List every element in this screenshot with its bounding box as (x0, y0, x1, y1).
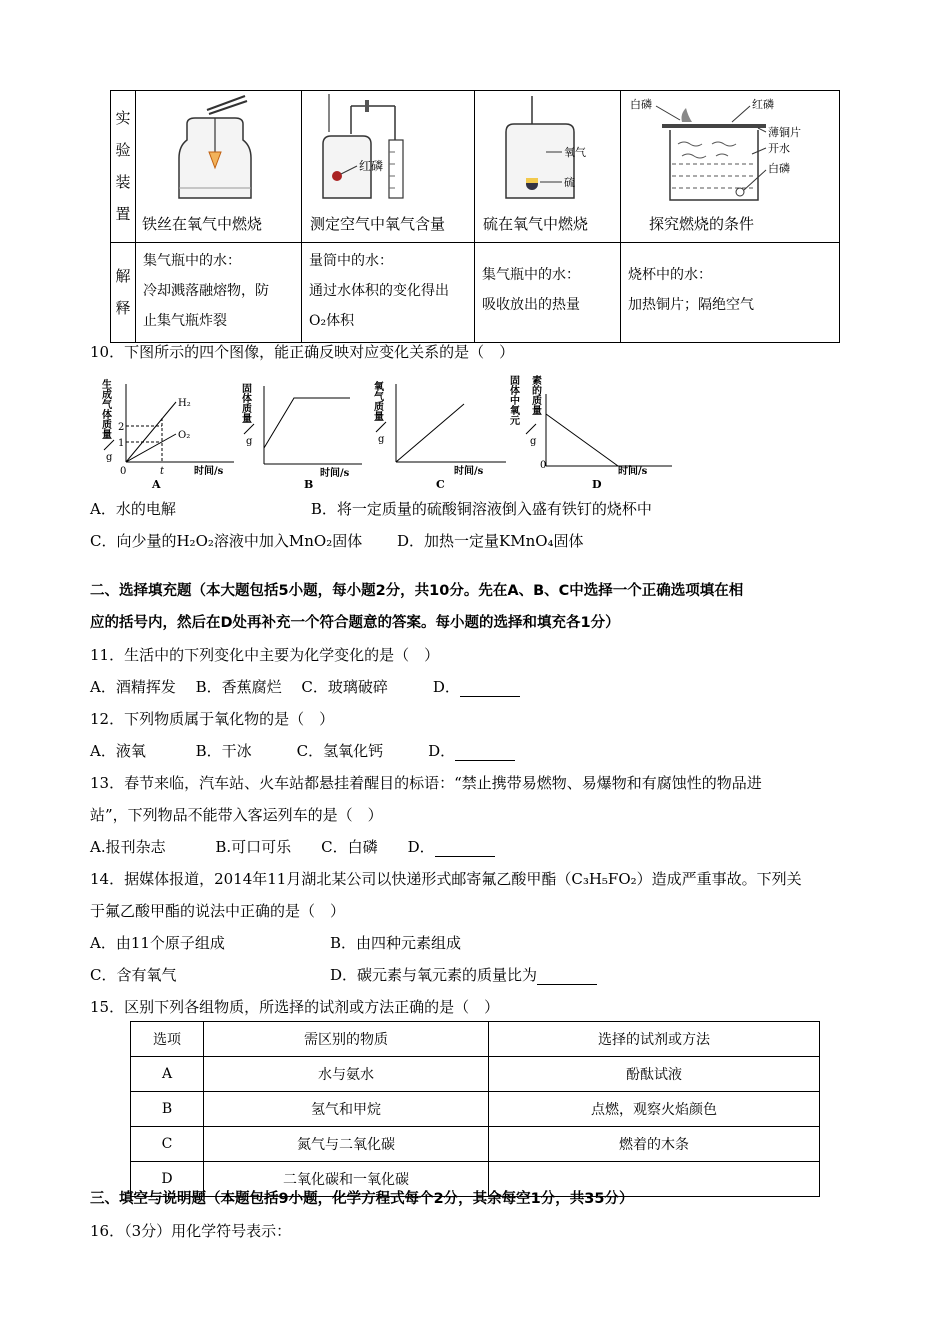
svg-text:气: 气 (374, 392, 384, 403)
svg-text:体: 体 (510, 386, 520, 397)
label-oxygen: 氧气 (564, 146, 586, 159)
svg-text:g: g (378, 434, 385, 445)
label-sulfur: 硫 (564, 176, 575, 189)
svg-text:t: t (160, 466, 165, 477)
svg-text:B: B (304, 478, 314, 490)
svg-text:元: 元 (510, 416, 520, 427)
q12-answer-blank[interactable] (455, 746, 515, 761)
q13-stem-2: 站”，下列物品不能带入客运列车的是（ ） (90, 806, 383, 824)
q11-stem: 11．生活中的下列变化中主要为化学变化的是（ ） (90, 646, 440, 664)
q13-options: A.报刊杂志 B.可口可乐 C．白磷 D． (90, 837, 495, 857)
graph-c (370, 378, 510, 490)
label-copper-sheet: 薄铜片 (768, 126, 801, 139)
caption-sulfur: 硫在氧气中燃烧 (483, 215, 589, 233)
svg-text:g: g (530, 436, 537, 447)
apparatus-combustion (621, 91, 840, 243)
q14-option-b: B．由四种元素组成 (330, 934, 462, 952)
svg-text:g: g (106, 452, 113, 463)
explanation-iron: 集气瓶中的水： 冷却溅落融熔物，防 止集气瓶炸裂 (136, 243, 302, 343)
svg-text:质: 质 (102, 420, 112, 431)
svg-text:D: D (592, 478, 602, 490)
svg-text:氧: 氧 (374, 382, 384, 393)
svg-text:素: 素 (532, 376, 542, 387)
svg-text:固: 固 (510, 376, 520, 387)
section2-heading-1: 二、选择填充题（本大题包括5小题，每小题2分，共10分。先在A、B、C中选择一个正确选项填在相 (90, 583, 744, 599)
svg-text:量: 量 (242, 414, 252, 425)
q16-stem: 16．（3分）用化学符号表示： (90, 1222, 292, 1240)
svg-text:质: 质 (532, 396, 542, 407)
svg-text:0: 0 (120, 466, 127, 477)
svg-text:时间/s: 时间/s (618, 466, 648, 477)
svg-text:量: 量 (374, 412, 384, 423)
svg-text:质: 质 (374, 402, 384, 413)
svg-text:质: 质 (242, 404, 252, 415)
q10-options-ab: A．水的电解 B．将一定质量的硫酸铜溶液倒入盛有铁钉的烧杯中 (90, 500, 652, 518)
q15-stem: 15．区别下列各组物质，所选择的试剂或方法正确的是（ ） (90, 998, 500, 1016)
label-red-phosphorus-top: 红磷 (752, 98, 774, 111)
table-row: D 二氧化碳和一氧化碳 (131, 1162, 820, 1197)
svg-text:体: 体 (102, 410, 112, 421)
apparatus-air (302, 91, 475, 243)
q11-options: A．酒精挥发 B．香蕉腐烂 C．玻璃破碎 D． (90, 677, 520, 697)
q14-answer-blank[interactable] (537, 970, 597, 985)
label-white-phosphorus-top: 白磷 (630, 98, 652, 111)
section3-heading: 三、填空与说明题（本题包括9小题，化学方程式每个2分，其余每空1分，共35分） (90, 1191, 634, 1207)
svg-text:氧: 氧 (510, 406, 520, 417)
svg-text:H₂: H₂ (178, 398, 191, 409)
experiment-table (110, 90, 840, 343)
svg-text:时间/s: 时间/s (454, 466, 484, 477)
q12-stem: 12．下列物质属于氧化物的是（ ） (90, 710, 335, 728)
q15-header-substances: 需区别的物质 (204, 1022, 489, 1057)
svg-text:中: 中 (510, 396, 520, 407)
svg-text:生: 生 (102, 380, 112, 391)
svg-text:成: 成 (102, 390, 112, 401)
svg-text:时间/s: 时间/s (194, 466, 224, 477)
svg-text:的: 的 (532, 386, 542, 397)
sulfur-burning-diagram (476, 92, 619, 212)
svg-text:0: 0 (540, 460, 547, 471)
q10-options-cd: C．向少量的H₂O₂溶液中加入MnO₂固体 D．加热一定量KMnO₄固体 (90, 532, 584, 550)
combustion-conditions-diagram (622, 92, 838, 212)
graph-a (100, 378, 240, 490)
table-row: A 水与氨水 酚酞试液 (131, 1057, 820, 1092)
q15-header-method: 选择的试剂或方法 (489, 1022, 820, 1057)
caption-iron: 铁丝在氧气中燃烧 (142, 215, 263, 233)
caption-air: 测定空气中氧气含量 (310, 215, 446, 233)
svg-text:时间/s: 时间/s (320, 468, 350, 479)
graph-d (506, 374, 686, 490)
row-label-apparatus: 实 验 装 置 (111, 91, 136, 243)
q11-answer-blank[interactable] (460, 682, 520, 697)
svg-text:2: 2 (118, 422, 125, 433)
q14-stem-1: 14．据媒体报道，2014年11月湖北某公司以快递形式邮寄氟乙酸甲酯（C₃H₅FO₂）造成严重事故。下列关 (90, 870, 802, 888)
label-hot-water: 开水 (768, 142, 790, 155)
svg-text:C: C (436, 478, 445, 490)
oxygen-content-diagram (303, 92, 473, 212)
svg-text:量: 量 (532, 406, 542, 417)
section2-heading-2: 应的括号内，然后在D处再补充一个符合题意的答案。每小题的选择和填充各1分） (90, 615, 620, 631)
svg-text:气: 气 (102, 400, 112, 411)
graph-b (238, 378, 368, 490)
label-white-phosphorus-bottom: 白磷 (768, 162, 790, 175)
caption-combustion: 探究燃烧的条件 (649, 215, 755, 233)
explanation-combustion: 烧杯中的水： 加热铜片；隔绝空气 (621, 243, 840, 343)
row-label-explanation: 解 释 (111, 243, 136, 343)
q14-option-c: C．含有氧气 (90, 966, 177, 984)
svg-text:O₂: O₂ (178, 430, 191, 441)
svg-text:g: g (246, 436, 253, 447)
table-row: B 氢气和甲烷 点燃，观察火焰颜色 (131, 1092, 820, 1127)
svg-text:A: A (152, 478, 161, 490)
q13-stem-1: 13．春节来临，汽车站、火车站都悬挂着醒目的标语：“禁止携带易燃物、易爆物和有腐蚀性的物品进 (90, 774, 762, 792)
table-row: C 氮气与二氧化碳 燃着的木条 (131, 1127, 820, 1162)
svg-text:固: 固 (242, 384, 252, 395)
svg-text:1: 1 (118, 438, 125, 449)
q15-header-option: 选项 (131, 1022, 204, 1057)
apparatus-sulfur (475, 91, 621, 243)
svg-text:体: 体 (242, 394, 252, 405)
svg-text:量: 量 (102, 430, 112, 441)
q14-option-a: A．由11个原子组成 (90, 934, 225, 952)
iron-burning-diagram (137, 92, 300, 212)
q12-options: A．液氧 B．干冰 C．氢氧化钙 D． (90, 741, 515, 761)
apparatus-iron (136, 91, 302, 243)
explanation-air: 量筒中的水： 通过水体积的变化得出 O₂体积 (302, 243, 475, 343)
q13-answer-blank[interactable] (435, 842, 495, 857)
q14-option-d: D．碳元素与氧元素的质量比为 (330, 965, 597, 985)
label-red-phosphorus: 红磷 (359, 159, 384, 173)
q14-stem-2: 于氟乙酸甲酯的说法中正确的是（ ） (90, 902, 346, 920)
explanation-sulfur: 集气瓶中的水： 吸收放出的热量 (475, 243, 621, 343)
q10-stem: 10．下图所示的四个图像，能正确反映对应变化关系的是（ ） (90, 343, 515, 361)
q15-table (130, 1021, 820, 1197)
